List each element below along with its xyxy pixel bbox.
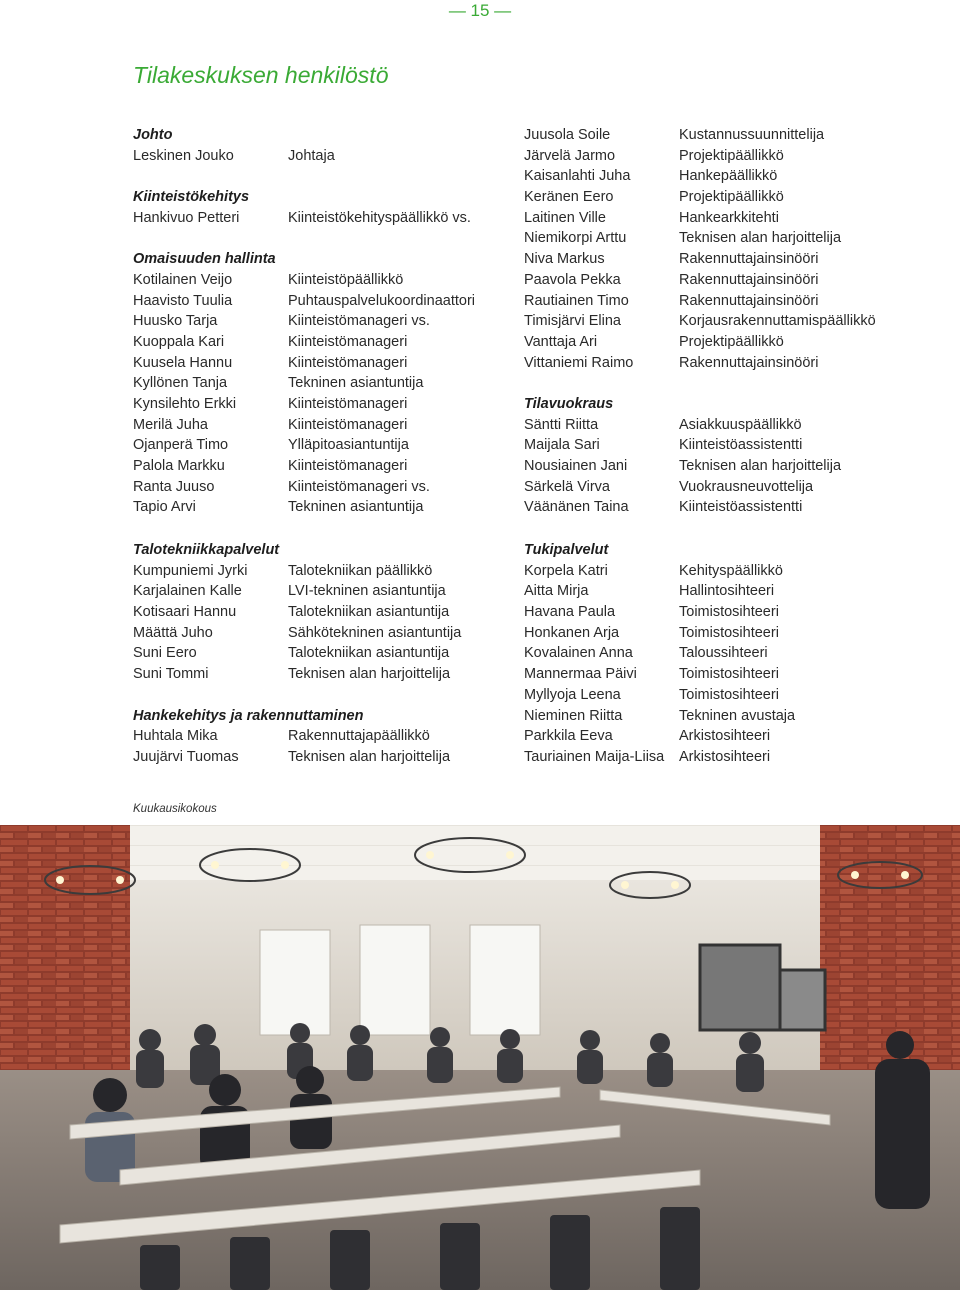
photo-caption: Kuukausikokous — [133, 803, 217, 815]
staff-name: Kyllönen Tanja — [133, 375, 228, 392]
staff-row — [524, 477, 904, 498]
staff-role: Kiinteistömanageri — [288, 354, 408, 371]
staff-row — [524, 497, 904, 518]
section-title: Omaisuuden hallinta — [133, 251, 276, 268]
page-number: — 15 — — [448, 1, 512, 20]
staff-row — [524, 456, 904, 477]
staff-row — [524, 726, 904, 747]
staff-role: Rakennuttajainsinööri — [679, 251, 819, 268]
staff-section — [133, 249, 513, 518]
staff-role: Teknisen alan harjoittelija — [288, 666, 451, 683]
staff-name: Korpela Katri — [524, 562, 608, 579]
staff-role: Talotekniikan asiantuntija — [288, 645, 450, 662]
staff-role: Toimistosihteeri — [679, 624, 779, 641]
staff-row — [524, 706, 904, 727]
staff-role: Rakennuttajainsinööri — [679, 354, 819, 371]
staff-role: Kiinteistöassistentti — [679, 437, 803, 454]
staff-name: Havana Paula — [524, 604, 616, 621]
staff-row — [524, 623, 904, 644]
staff-role: Puhtauspalvelukoordinaattori — [288, 292, 476, 309]
staff-name: Juusola Soile — [524, 127, 611, 143]
staff-name: Maijala Sari — [524, 437, 600, 454]
section-title: Johto — [133, 127, 173, 143]
staff-role: Kiinteistömanageri — [288, 333, 408, 350]
section-title: Talotekniikkapalvelut — [133, 542, 280, 558]
staff-role: Sähkötekninen asiantuntija — [288, 624, 462, 641]
staff-row — [133, 477, 513, 498]
staff-row — [133, 291, 513, 312]
staff-row — [524, 166, 904, 187]
staff-role: Kiinteistömanageri — [288, 458, 408, 474]
staff-column-left-top — [133, 125, 513, 539]
staff-role: Arkistosihteeri — [679, 728, 771, 745]
staff-name: Timisjärvi Elina — [524, 313, 621, 330]
staff-row — [133, 456, 513, 477]
staff-section — [524, 125, 904, 373]
section-title: Tukipalvelut — [524, 542, 609, 558]
staff-name: Keränen Eero — [524, 189, 614, 206]
staff-name: Suni Eero — [133, 645, 197, 662]
staff-row — [524, 561, 904, 582]
staff-row — [133, 435, 513, 456]
staff-role: Toimistosihteeri — [679, 666, 779, 683]
staff-row — [524, 311, 904, 332]
staff-name: Kaisanlahti Juha — [524, 168, 631, 185]
staff-name: Hankivuo Petteri — [133, 209, 240, 226]
staff-role: Kiinteistökehityspäällikkö vs. — [288, 209, 471, 226]
staff-role: Ylläpitoasiantuntija — [288, 437, 409, 454]
staff-name: Niemikorpi Arttu — [524, 230, 627, 247]
staff-role: Rakennuttajainsinööri — [679, 292, 819, 309]
staff-name: Honkanen Arja — [524, 624, 620, 641]
staff-row — [133, 353, 513, 374]
staff-role: Korjausrakennuttamispäällikkö — [679, 313, 876, 330]
staff-section — [133, 706, 513, 768]
staff-row — [133, 394, 513, 415]
staff-column-left-bottom — [133, 540, 513, 788]
staff-column-right-bottom — [524, 540, 904, 788]
section-title: Kiinteistökehitys — [133, 189, 250, 206]
staff-name: Tauriainen Maija-Liisa — [524, 748, 665, 765]
staff-row — [133, 726, 513, 747]
staff-role: Talotekniikan asiantuntija — [288, 604, 450, 621]
staff-name: Mannermaa Päivi — [524, 666, 637, 683]
staff-row — [133, 146, 513, 167]
staff-row — [133, 497, 513, 518]
staff-name: Parkkila Eeva — [524, 728, 613, 745]
staff-name: Vanttaja Ari — [524, 333, 598, 350]
staff-row — [133, 581, 513, 602]
staff-row — [524, 664, 904, 685]
staff-role: Kiinteistömanageri — [288, 395, 408, 412]
staff-role: Kiinteistöpäällikkö — [288, 271, 404, 288]
staff-name: Juujärvi Tuomas — [133, 748, 239, 765]
section-title: Tilavuokraus — [524, 395, 614, 412]
staff-section — [133, 540, 513, 685]
staff-name: Ojanperä Timo — [133, 437, 229, 454]
page-title: Tilakeskuksen henkilöstö — [133, 62, 389, 88]
staff-role: Vuokrausneuvottelija — [679, 478, 814, 495]
staff-row — [524, 353, 904, 374]
staff-section — [133, 187, 513, 228]
staff-name: Kynsilehto Erkki — [133, 395, 237, 412]
staff-role: Hallintosihteeri — [679, 583, 775, 600]
staff-row — [133, 747, 513, 768]
staff-name: Niva Markus — [524, 251, 605, 268]
staff-name: Haavisto Tuulia — [133, 292, 233, 309]
staff-row — [133, 373, 513, 394]
staff-role: Asiakkuuspäällikkö — [679, 416, 802, 433]
staff-role: Talotekniikan päällikkö — [288, 562, 433, 579]
staff-row — [524, 685, 904, 706]
staff-row — [524, 602, 904, 623]
staff-role: Teknisen alan harjoittelija — [679, 230, 842, 247]
staff-name: Huusko Tarja — [133, 313, 218, 330]
staff-role: Johtaja — [288, 147, 335, 164]
staff-name: Suni Tommi — [133, 666, 209, 683]
staff-name: Kovalainen Anna — [524, 645, 633, 662]
staff-name: Määttä Juho — [133, 624, 213, 641]
staff-name: Kotilainen Veijo — [133, 271, 233, 288]
staff-row — [524, 249, 904, 270]
staff-section — [133, 125, 513, 166]
staff-row — [133, 270, 513, 291]
staff-name: Palola Markku — [133, 458, 225, 474]
staff-name: Vittaniemi Raimo — [524, 354, 634, 371]
staff-role: Kustannussuunnittelija — [679, 127, 825, 143]
staff-row — [524, 291, 904, 312]
staff-name: Ranta Juuso — [133, 478, 215, 495]
staff-role: Rakennuttajapäällikkö — [288, 728, 430, 745]
staff-role: Taloussihteeri — [679, 645, 768, 662]
staff-name: Kuusela Hannu — [133, 354, 233, 371]
staff-role: Teknisen alan harjoittelija — [288, 748, 451, 765]
staff-role: Tekninen asiantuntija — [288, 375, 424, 392]
staff-name: Huhtala Mika — [133, 728, 218, 745]
staff-role: Tekninen asiantuntija — [288, 499, 424, 516]
staff-name: Paavola Pekka — [524, 271, 621, 288]
staff-row — [133, 311, 513, 332]
staff-name: Kuoppala Kari — [133, 333, 225, 350]
staff-name: Nousiainen Jani — [524, 458, 628, 474]
staff-row — [133, 415, 513, 436]
staff-section — [524, 394, 904, 518]
staff-row — [133, 664, 513, 685]
staff-name: Nieminen Riitta — [524, 707, 623, 724]
staff-row — [524, 435, 904, 456]
staff-role: Toimistosihteeri — [679, 604, 779, 621]
staff-role: Kiinteistömanageri — [288, 416, 408, 433]
staff-row — [524, 332, 904, 353]
staff-role: Toimistosihteeri — [679, 686, 779, 703]
staff-name: Myllyoja Leena — [524, 686, 621, 703]
staff-row — [133, 602, 513, 623]
staff-name: Kotisaari Hannu — [133, 604, 237, 621]
staff-name: Särkelä Virva — [524, 478, 610, 495]
staff-row — [524, 187, 904, 208]
staff-role: Kiinteistömanageri vs. — [288, 478, 430, 495]
staff-row — [524, 228, 904, 249]
staff-role: Projektipäällikkö — [679, 189, 784, 206]
staff-role: Tekninen avustaja — [679, 707, 796, 724]
staff-role: Kiinteistöassistentti — [679, 499, 803, 516]
staff-role: Rakennuttajainsinööri — [679, 271, 819, 288]
staff-row — [133, 643, 513, 664]
staff-name: Karjalainen Kalle — [133, 583, 242, 600]
staff-role: Kehityspäällikkö — [679, 562, 783, 579]
staff-row — [133, 623, 513, 644]
staff-row — [524, 747, 904, 768]
staff-row — [133, 332, 513, 353]
staff-role: Arkistosihteeri — [679, 748, 771, 765]
staff-row — [524, 125, 904, 146]
staff-name: Merilä Juha — [133, 416, 208, 433]
staff-column-right-top — [524, 125, 904, 539]
staff-row — [524, 643, 904, 664]
staff-section — [524, 540, 904, 768]
staff-role: Projektipäällikkö — [679, 333, 784, 350]
staff-row — [524, 270, 904, 291]
staff-role: Hankearkkitehti — [679, 209, 779, 226]
staff-role: Projektipäällikkö — [679, 147, 784, 164]
staff-role: Teknisen alan harjoittelija — [679, 458, 842, 474]
staff-row — [133, 561, 513, 582]
staff-name: Kumpuniemi Jyrki — [133, 562, 248, 579]
staff-row — [524, 208, 904, 229]
staff-name: Aitta Mirja — [524, 583, 589, 600]
staff-name: Järvelä Jarmo — [524, 147, 616, 164]
meeting-photo — [0, 825, 960, 1290]
staff-name: Tapio Arvi — [133, 499, 196, 516]
staff-role: Hankepäällikkö — [679, 168, 778, 185]
staff-name: Laitinen Ville — [524, 209, 606, 226]
staff-name: Väänänen Taina — [524, 499, 629, 516]
staff-row — [524, 415, 904, 436]
staff-name: Säntti Riitta — [524, 416, 599, 433]
staff-name: Leskinen Jouko — [133, 147, 234, 164]
staff-name: Rautiainen Timo — [524, 292, 629, 309]
staff-row — [133, 208, 513, 229]
section-title: Hankekehitys ja rakennuttaminen — [133, 707, 364, 724]
staff-row — [524, 581, 904, 602]
staff-role: LVI-tekninen asiantuntija — [288, 583, 446, 600]
staff-row — [524, 146, 904, 167]
staff-role: Kiinteistömanageri vs. — [288, 313, 430, 330]
